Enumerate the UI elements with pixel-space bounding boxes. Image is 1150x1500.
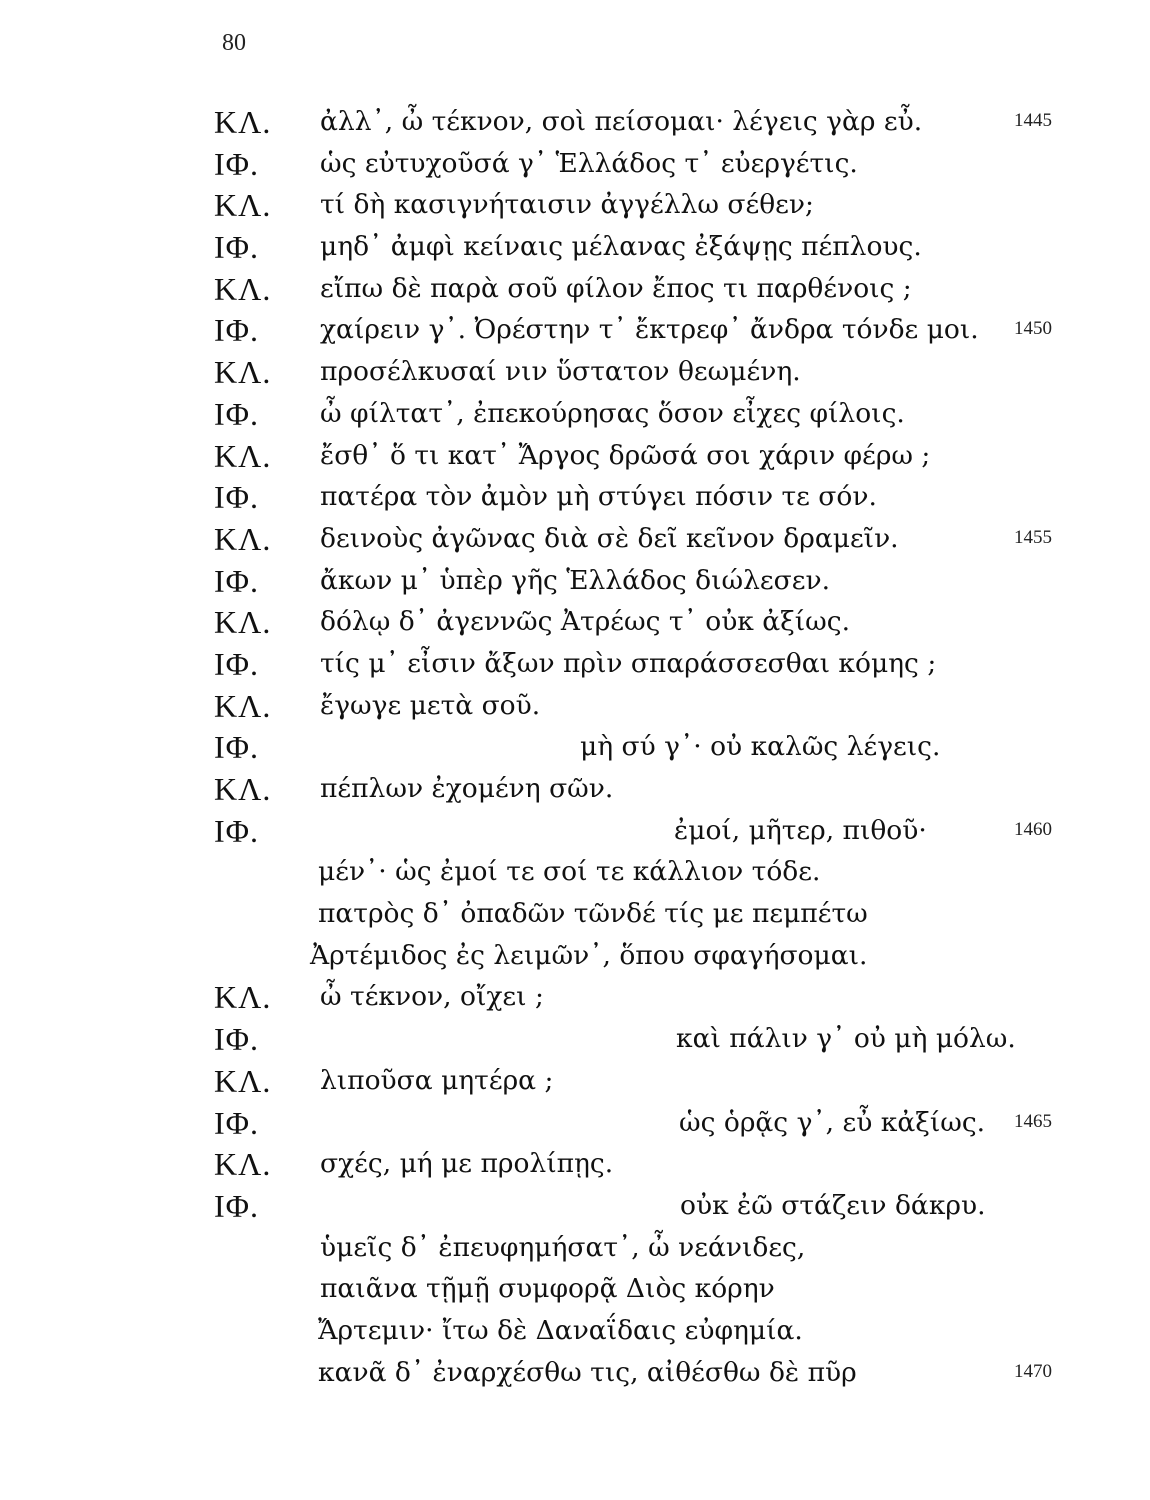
verse-line: [0, 227, 1150, 269]
verse-text: οὐκ ἐῶ στάζειν δάκρυ.: [680, 1189, 986, 1221]
verse-text: πατέρα τὸν ἀμὸν μὴ στύγει πόσιν τε σόν.: [320, 481, 877, 513]
verse-line: [0, 1019, 1150, 1061]
verse-text: ὑμεῖς δ᾽ ἐπευφημήσατ᾽, ὦ νεάνιδες,: [320, 1231, 806, 1263]
verse-dialogue: [0, 102, 1150, 1394]
verse-line: [0, 1353, 1150, 1395]
verse-line: [0, 936, 1150, 978]
speaker-label: ΙΦ.: [214, 1187, 260, 1224]
speaker-label: ΚΛ.: [214, 104, 272, 140]
verse-text: προσέλκυσαί νιν ὕστατον θεωμένη.: [320, 356, 801, 388]
speaker-label: ΙΦ.: [214, 1021, 260, 1058]
speaker-label: ΙΦ.: [214, 729, 260, 766]
verse-text: παιᾶνα τῇμῇ συμφορᾷ Διὸς κόρην: [320, 1273, 775, 1305]
speaker-label: ΙΦ.: [214, 312, 260, 349]
speaker-label: ΙΦ.: [214, 145, 260, 182]
speaker-label: ΙΦ.: [214, 395, 260, 432]
speaker-label: ΚΛ.: [214, 354, 272, 391]
speaker-label: ΙΦ.: [214, 479, 260, 516]
verse-line: [0, 310, 1150, 352]
verse-text: ὦ φίλτατ᾽, ἐπεκούρησας ὅσον εἶχες φίλοις.: [320, 397, 905, 429]
verse-text: μὴ σύ γ᾽· οὐ καλῶς λέγεις.: [580, 731, 941, 763]
speaker-label: ΙΦ.: [214, 229, 260, 266]
verse-line: [0, 561, 1150, 603]
speaker-label: ΙΦ.: [214, 1104, 260, 1141]
verse-line: [0, 602, 1150, 644]
page-number: 80: [222, 30, 246, 56]
verse-line: [0, 769, 1150, 811]
speaker-label: ΙΦ.: [214, 645, 260, 682]
speaker-label: ΙΦ.: [214, 812, 260, 849]
verse-text: ἔσθ᾽ ὅ τι κατ᾽ Ἄργος δρῶσά σοι χάριν φέρω ;: [320, 439, 931, 471]
verse-line: [0, 686, 1150, 728]
verse-line: [0, 394, 1150, 436]
speaker-label: ΚΛ.: [214, 437, 272, 474]
verse-text: μηδ᾽ ἀμφὶ κείναις μέλανας ἐξάψῃς πέπλους.: [320, 231, 922, 263]
line-number: 1460: [1014, 818, 1052, 840]
speaker-label: ΚΛ.: [214, 979, 272, 1016]
speaker-label: ΚΛ.: [214, 687, 272, 724]
verse-text: δόλῳ δ᾽ ἀγεννῶς Ἀτρέως τ᾽ οὐκ ἀξίως.: [320, 606, 851, 638]
verse-line: [0, 1186, 1150, 1228]
verse-line: [0, 1144, 1150, 1186]
verse-text: τίς μ᾽ εἶσιν ἄξων πρὶν σπαράσσεσθαι κόμης ;: [320, 647, 937, 679]
verse-line: [0, 1103, 1150, 1145]
verse-text: εἴπω δὲ παρὰ σοῦ φίλον ἔπος τι παρθένοις ;: [320, 272, 912, 304]
verse-line: [0, 852, 1150, 894]
verse-text: ἀλλ᾽, ὦ τέκνον, σοὶ πείσομαι· λέγεις γὰρ εὖ.: [320, 106, 923, 137]
verse-text: λιποῦσα μητέρα ;: [320, 1064, 554, 1096]
verse-text: μέν᾽· ὡς ἐμοί τε σοί τε κάλλιον τόδε.: [318, 856, 821, 888]
verse-text: τί δὴ κασιγνήταισιν ἀγγέλλω σέθεν;: [320, 189, 814, 221]
verse-line: [0, 102, 1150, 144]
speaker-label: ΚΛ.: [214, 270, 272, 307]
verse-text: ὡς εὐτυχοῦσά γ᾽ Ἑλλάδος τ᾽ εὐεργέτις.: [320, 147, 858, 179]
verse-line: [0, 644, 1150, 686]
line-number: 1465: [1014, 1110, 1052, 1132]
verse-text: ὦ τέκνον, οἴχει ;: [320, 981, 544, 1013]
verse-text: πέπλων ἐχομένη σῶν.: [320, 773, 614, 804]
verse-line: [0, 477, 1150, 519]
verse-text: ἄκων μ᾽ ὑπὲρ γῆς Ἑλλάδος διώλεσεν.: [320, 564, 831, 596]
line-number: 1445: [1014, 110, 1052, 131]
line-number: 1450: [1014, 318, 1052, 340]
verse-text: καὶ πάλιν γ᾽ οὐ μὴ μόλω.: [676, 1023, 1016, 1055]
verse-text: χαίρειν γ᾽. Ὀρέστην τ᾽ ἔκτρεφ᾽ ἄνδρα τόνδε μοι.: [320, 314, 979, 346]
verse-text: κανᾶ δ᾽ ἐναρχέσθω τις, αἰθέσθω δὲ πῦρ: [318, 1356, 857, 1388]
verse-line: [0, 1061, 1150, 1103]
verse-line: [0, 727, 1150, 769]
speaker-label: ΚΛ.: [214, 604, 272, 641]
verse-line: [0, 977, 1150, 1019]
verse-line: [0, 185, 1150, 227]
speaker-label: ΚΛ.: [214, 187, 272, 224]
verse-text: πατρὸς δ᾽ ὀπαδῶν τῶνδέ τίς με πεμπέτω: [318, 898, 868, 930]
verse-text: ἐμοί, μῆτερ, πιθοῦ·: [674, 814, 927, 846]
verse-line: [0, 436, 1150, 478]
speaker-label: ΚΛ.: [214, 1062, 272, 1099]
speaker-label: ΚΛ.: [214, 1146, 272, 1183]
verse-line: [0, 1269, 1150, 1311]
verse-line: [0, 811, 1150, 853]
verse-line: [0, 519, 1150, 561]
line-number: 1470: [1014, 1360, 1052, 1382]
verse-line: [0, 144, 1150, 186]
verse-text: ἔγωγε μετὰ σοῦ.: [320, 689, 541, 721]
verse-text: δεινοὺς ἀγῶνας διὰ σὲ δεῖ κεῖνον δραμεῖν.: [320, 522, 899, 554]
verse-line: [0, 352, 1150, 394]
verse-line: [0, 1311, 1150, 1353]
verse-text: ὡς ὁρᾷς γ᾽, εὖ κἀξίως.: [679, 1106, 986, 1138]
verse-line: [0, 269, 1150, 311]
verse-text: Ἄρτεμιν· ἴτω δὲ Δαναΐδαις εὐφημία.: [318, 1314, 803, 1346]
speaker-label: ΙΦ.: [214, 562, 260, 599]
verse-line: [0, 1228, 1150, 1270]
verse-line: [0, 894, 1150, 936]
verse-text: σχές, μή με προλίπῃς.: [320, 1148, 614, 1180]
speaker-label: ΚΛ.: [214, 520, 272, 557]
speaker-label: ΚΛ.: [214, 771, 272, 807]
verse-text: Ἀρτέμιδος ἐς λειμῶν᾽, ὅπου σφαγήσομαι.: [310, 939, 868, 971]
line-number: 1455: [1014, 526, 1052, 548]
